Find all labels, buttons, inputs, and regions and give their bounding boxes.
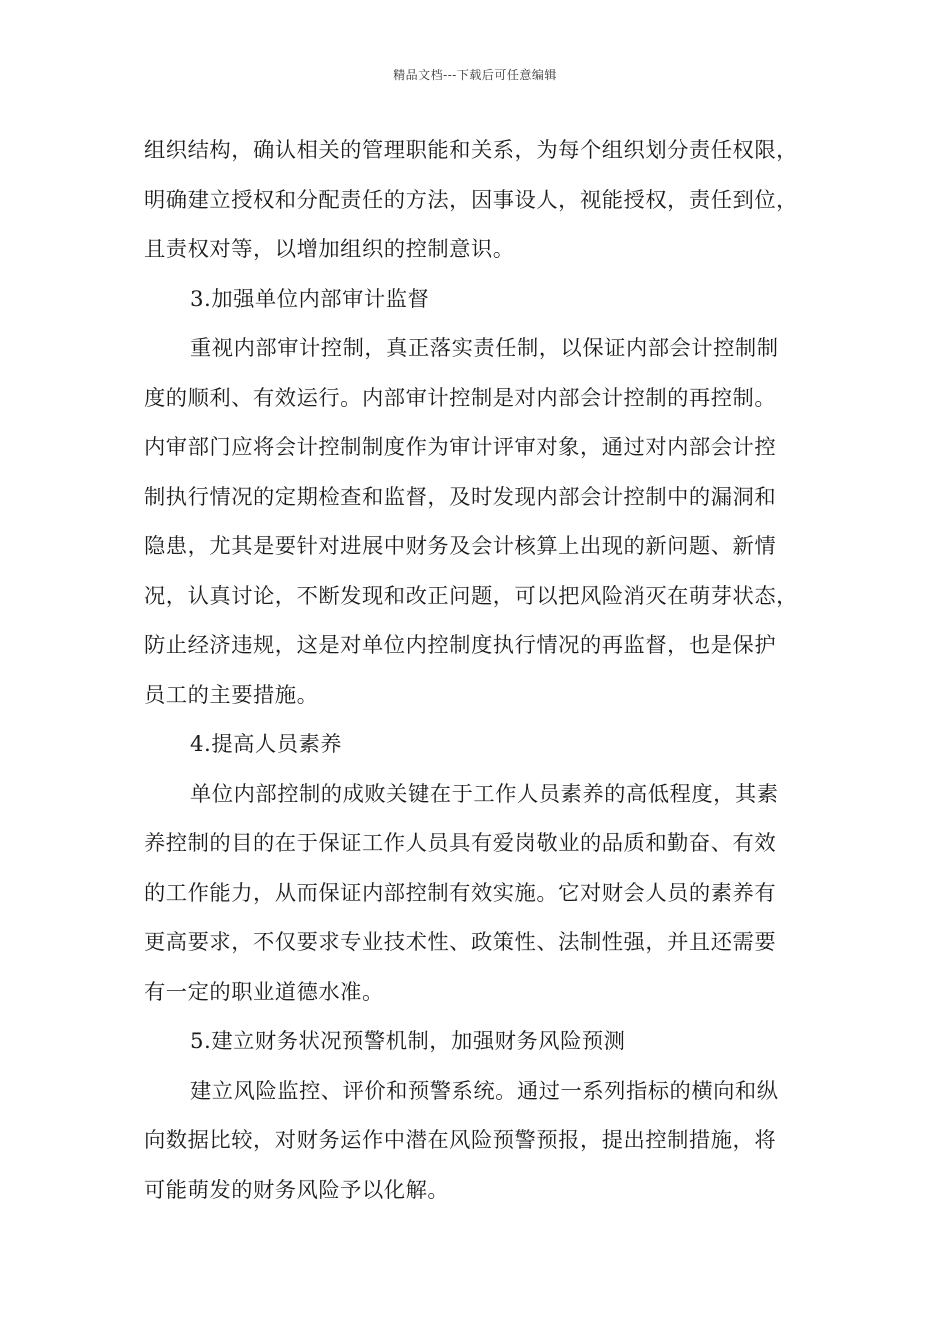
text-line: 更高要求，不仅要求专业技术性、政策性、法制性强，并且还需要 — [144, 930, 777, 955]
text-line: 明确建立授权和分配责任的方法，因事设人，视能授权，责任到位， — [144, 187, 798, 213]
section-heading-5: 5.建立财务状况预警机制，加强财务风险预测 — [190, 1029, 626, 1054]
text-line: 单位内部控制的成败关键在于工作人员素养的高低程度，其素 — [190, 781, 779, 807]
section-heading-4: 4.提高人员素养 — [190, 732, 343, 757]
document-body — [144, 126, 820, 1215]
section-heading-3: 3.加强单位内部审计监督 — [190, 286, 430, 312]
text-line: 有一定的职业道德水准。 — [144, 979, 384, 1005]
text-line: 内审部门应将会计控制制度作为审计评审对象，通过对内部会计控 — [144, 435, 777, 460]
text-line: 养控制的目的在于保证工作人员具有爱岗敬业的品质和勤奋、有效 — [144, 831, 777, 856]
text-line: 况，认真讨论，不断发现和改正问题，可以把风险消灭在萌芽状态， — [144, 583, 798, 609]
text-line: 的工作能力，从而保证内部控制有效实施。它对财会人员的素养有 — [144, 880, 777, 906]
text-line: 且责权对等，以增加组织的控制意识。 — [144, 237, 515, 262]
text-line: 建立风险监控、评价和预警系统。通过一系列指标的横向和纵 — [190, 1078, 779, 1104]
text-line: 防止经济违规，这是对单位内控制度执行情况的再监督，也是保护 — [144, 633, 777, 658]
text-line: 重视内部审计控制，真正落实责任制，以保证内部会计控制制 — [190, 336, 779, 361]
text-line: 向数据比较，对财务运作中潜在风险预警预报，提出控制措施，将 — [144, 1128, 777, 1153]
text-line: 隐患，尤其是要针对进展中财务及会计核算上出现的新问题、新情 — [144, 534, 777, 559]
text-line: 制执行情况的定期检查和监督，及时发现内部会计控制中的漏洞和 — [144, 484, 777, 510]
text-line: 可能萌发的财务风险予以化解。 — [144, 1177, 450, 1203]
text-line: 员工的主要措施。 — [144, 682, 319, 708]
page-header: 精品文档---下载后可任意编辑 — [393, 68, 557, 82]
text-line: 组织结构，确认相关的管理职能和关系，为每个组织划分责任权限， — [144, 138, 798, 163]
text-line: 度的顺利、有效运行。内部审计控制是对内部会计控制的再控制。 — [144, 385, 777, 411]
